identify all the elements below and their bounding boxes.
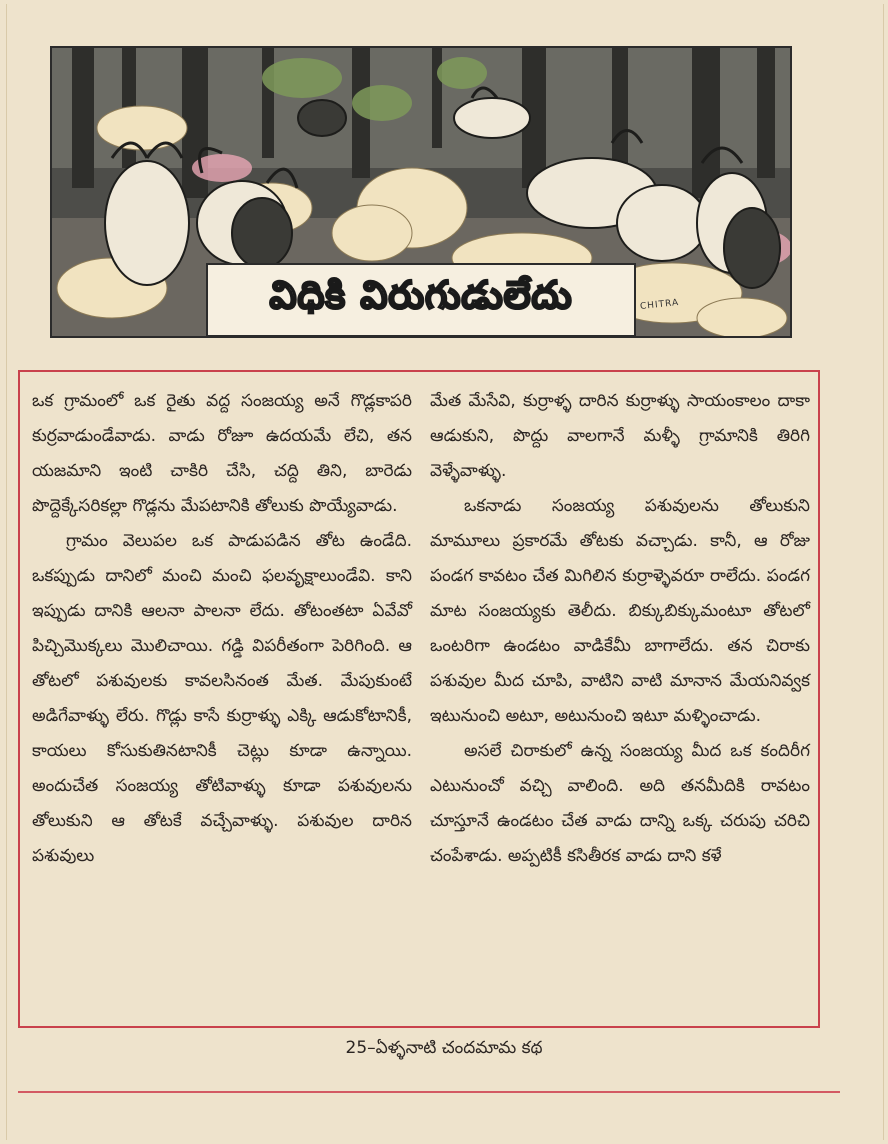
story-column-right [430, 384, 810, 874]
story-paragraph: ఒక గ్రామంలో ఒక రైతు వద్ద సంజయ్య అనే గొడ్లకాపరి కుర్రవాడుండేవాడు. వాడు రోజూ ఉదయమే లేచి, తన యజమాని ఇంటి చాకిరి చేసి, చద్ది తిని, బారెడు పొద్దెక్కేసరికల్లా గొడ్లను మేపటానికి తోలుకు పొయ్యేవాడు. [32, 391, 412, 516]
story-title-box [206, 263, 636, 337]
artist-signature: CHITRA [639, 297, 680, 313]
story-title: విధికి విరుగుడులేదు [269, 273, 573, 317]
story-column-left [32, 384, 412, 874]
story-paragraph: ఒకనాడు సంజయ్య పశువులను తోలుకుని మామూలు ప్రకారమే తోటకు వచ్చాడు. కానీ, ఆ రోజు పండగ కావటం చేత మిగిలిన కుర్రాళ్ళెవరూ రాలేదు. పండగ మాట సంజయ్యకు తెలీదు. బిక్కుబిక్కుమంటూ తోటలో ఒంటరిగా ఉండటం వాడికేమీ బాగాలేదు. తన చిరాకు పశువుల మీద చూపి, వాటిని వాటి మానాన మేయనివ్వక ఇటునుంచి అటూ, అటునుంచి ఇటూ మళ్ళించాడు. [430, 496, 810, 726]
story-paragraph: అసలే చిరాకులో ఉన్న సంజయ్య మీద ఒక కందిరీగ ఎటునుంచో వచ్చి వాలింది. అది తనమీదికి రావటం చూస్తూనే ఉండటం చేత వాడు దాన్ని ఒక్క చరుపు చరిచి చంపేశాడు. అప్పటికీ కసితీరక వాడు దాని కళే [430, 741, 810, 866]
story-paragraph: మేత మేసేవి, కుర్రాళ్ళ దారిన కుర్రాళ్ళు సాయంకాలం దాకా ఆడుకుని, పొద్దు వాలగానే మళ్ళీ గ్రామానికి తిరిగి వెళ్ళేవాళ్ళు. [430, 391, 810, 481]
story-paragraph: గ్రామం వెలుపల ఒక పాడుపడిన తోట ఉండేది. ఒకప్పుడు దానిలో మంచి మంచి ఫలవృక్షాలుండేవి. కాని ఇప్పుడు దానికి ఆలనా పాలనా లేదు. తోటంతటా ఏవేవో పిచ్చిమొక్కలు మొలిచాయి. గడ్డి విపరీతంగా పెరిగింది. ఆ తోటలో పశువులకు కావలసినంత మేత. మేపుకుంటే అడిగేవాళ్ళు లేరు. గొడ్లు కాసే కుర్రాళ్ళు ఎక్కి ఆడుకోటానికీ, కాయలు కోసుకుతినటానికీ చెట్లు కూడా ఉన్నాయి. అందుచేత సంజయ్య తోటివాళ్ళు కూడా పశువులను తోలుకుని ఆ తోటకే వచ్చేవాళ్ళు. పశువుల దారిన పశువులు [32, 531, 412, 866]
bottom-rule [18, 1091, 840, 1093]
page-caption: 25–ఏళ్ళనాటి చందమామ కథ [345, 1038, 543, 1058]
story-frame [18, 370, 820, 1028]
